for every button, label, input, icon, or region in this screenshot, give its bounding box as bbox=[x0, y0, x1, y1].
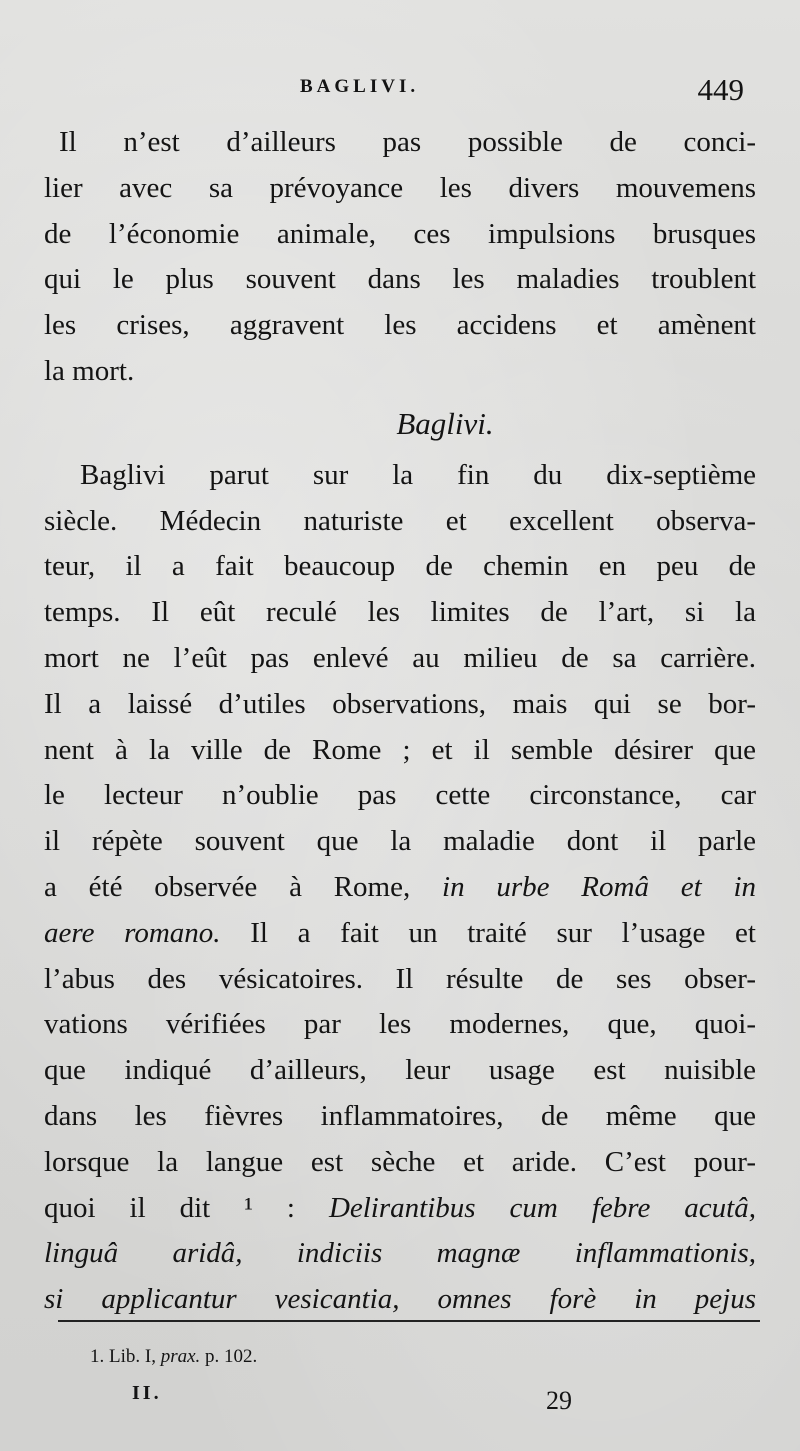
paragraph-2 bbox=[44, 453, 756, 1323]
roman-text: quoi il dit ¹ : bbox=[44, 1191, 329, 1224]
text-line: qui le plus souvent dans les maladies troublent bbox=[44, 263, 756, 296]
footnote-divider bbox=[58, 1320, 760, 1322]
footnote-number: 1. bbox=[90, 1346, 105, 1367]
text-line: siècle. Médecin naturiste et excellent observa- bbox=[44, 504, 756, 537]
page-number: 449 bbox=[697, 72, 744, 107]
text-line: l’abus des vésicatoires. Il résulte de ses obser- bbox=[44, 962, 756, 995]
roman-text: Il a fait un traité sur l’usage et bbox=[220, 916, 756, 949]
text-line: vations vérifiées par les modernes, que, quoi- bbox=[44, 1008, 756, 1041]
text-line: nent à la ville de Rome ; et il semble désirer que bbox=[44, 733, 756, 766]
footnote-page-ref: p. 102. bbox=[200, 1346, 258, 1367]
signature-mark: II. bbox=[132, 1382, 162, 1404]
text-line: le lecteur n’oublie pas cette circonstance, car bbox=[44, 779, 756, 812]
page-footer bbox=[0, 1382, 800, 1422]
text-line bbox=[44, 1186, 756, 1232]
text-line: que indiqué d’ailleurs, leur usage est nuisible bbox=[44, 1054, 756, 1087]
text-line: lier avec sa prévoyance les divers mouvemens bbox=[44, 171, 756, 204]
footnote bbox=[90, 1346, 257, 1368]
text-line: Il a laissé d’utiles observations, mais qui se bor- bbox=[44, 687, 756, 720]
paragraph-1 bbox=[44, 120, 756, 395]
text-line: lorsque la langue est sèche et aride. C’est pour- bbox=[44, 1145, 756, 1178]
text-line: il répète souvent que la maladie dont il parle bbox=[44, 825, 756, 858]
text-line: teur, il a fait beaucoup de chemin en peu de bbox=[44, 550, 756, 583]
latin-quote-line: linguâ aridâ, indiciis magnæ inflammationis, bbox=[44, 1237, 756, 1270]
text-line: la mort. bbox=[44, 354, 135, 387]
text-line: les crises, aggravent les accidens et amènent bbox=[44, 309, 756, 342]
roman-text: a été observée à Rome, bbox=[44, 870, 443, 903]
latin-quote: in urbe Româ et in bbox=[442, 870, 757, 903]
latin-quote: Delirantibus cum febre acutâ, bbox=[328, 1191, 756, 1224]
body-text bbox=[44, 120, 756, 1323]
latin-quote-line: si applicantur vesicantia, omnes forè in pejus bbox=[44, 1283, 756, 1316]
text-line: de l’économie animale, ces impulsions brusques bbox=[44, 217, 756, 250]
text-line bbox=[44, 865, 756, 911]
text-line: dans les fièvres inflammatoires, de même que bbox=[44, 1099, 756, 1132]
footnote-text: Lib. I, bbox=[104, 1346, 161, 1367]
sheet-number: 29 bbox=[546, 1386, 572, 1415]
section-title: Baglivi. bbox=[396, 405, 494, 441]
text-line: Il n’est d’ailleurs pas possible de conci- bbox=[59, 126, 756, 158]
text-line bbox=[44, 911, 756, 957]
page-header bbox=[0, 72, 800, 112]
footnote-abbreviation: prax. bbox=[160, 1346, 201, 1367]
text-line: Baglivi parut sur la fin du dix-septième bbox=[80, 458, 756, 491]
running-head: BAGLIVI. bbox=[300, 76, 420, 97]
text-line: temps. Il eût reculé les limites de l’art, si la bbox=[44, 596, 756, 629]
text-line: mort ne l’eût pas enlevé au milieu de sa carrière. bbox=[44, 641, 756, 674]
latin-quote: aere romano. bbox=[44, 916, 221, 949]
